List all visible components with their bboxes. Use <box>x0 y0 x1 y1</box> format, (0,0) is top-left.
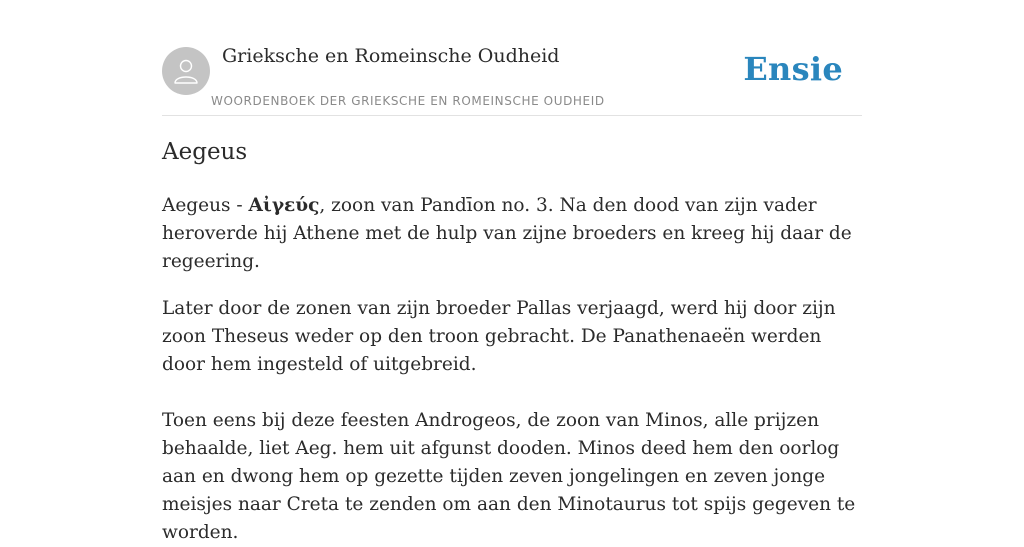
entry-paragraph-2: Later door de zonen van zijn broeder Pallas verjaagd, werd hij door zijn zoon Theseus weder op den troon gebracht. De Panathenaeën werden door hem ingesteld of uitgebreid. <box>162 298 836 375</box>
entry-greek-term: Αἰγεύς <box>248 195 320 216</box>
source-title[interactable]: Grieksche en Romeinsche Oudheid <box>222 45 560 67</box>
source-header <box>162 0 862 116</box>
entry-paragraph-3: Toen eens bij deze feesten Androgeos, de zoon van Minos, alle prijzen behaalde, liet Aeg. hem uit afgunst dooden. Minos deed hem den oorlog aan en dwong hem op gezette tijden zeven jongelingen en zeven jonge meisjes naar Creta te zenden om aan den Minotaurus tot spijs gegeven te worden. <box>162 410 856 543</box>
user-avatar-icon <box>171 56 201 86</box>
entry-paragraph-1-text: , zoon van Pandīon no. 3. Na den dood van zijn vader heroverde hij Athene met de hulp van zijne broeders en kreeg hij daar de regeering. <box>162 195 852 272</box>
source-avatar[interactable] <box>162 47 210 95</box>
entry-body <box>162 192 862 547</box>
source-subtitle: WOORDENBOEK DER GRIEKSCHE EN ROMEINSCHE OUDHEID <box>211 94 605 108</box>
entry-title: Aegeus <box>162 139 248 165</box>
entry-paragraph-1 <box>162 192 862 276</box>
ensie-logo[interactable]: Ensie <box>743 50 843 88</box>
content-column <box>162 0 862 543</box>
entry-lemma: Aegeus - <box>162 195 249 216</box>
